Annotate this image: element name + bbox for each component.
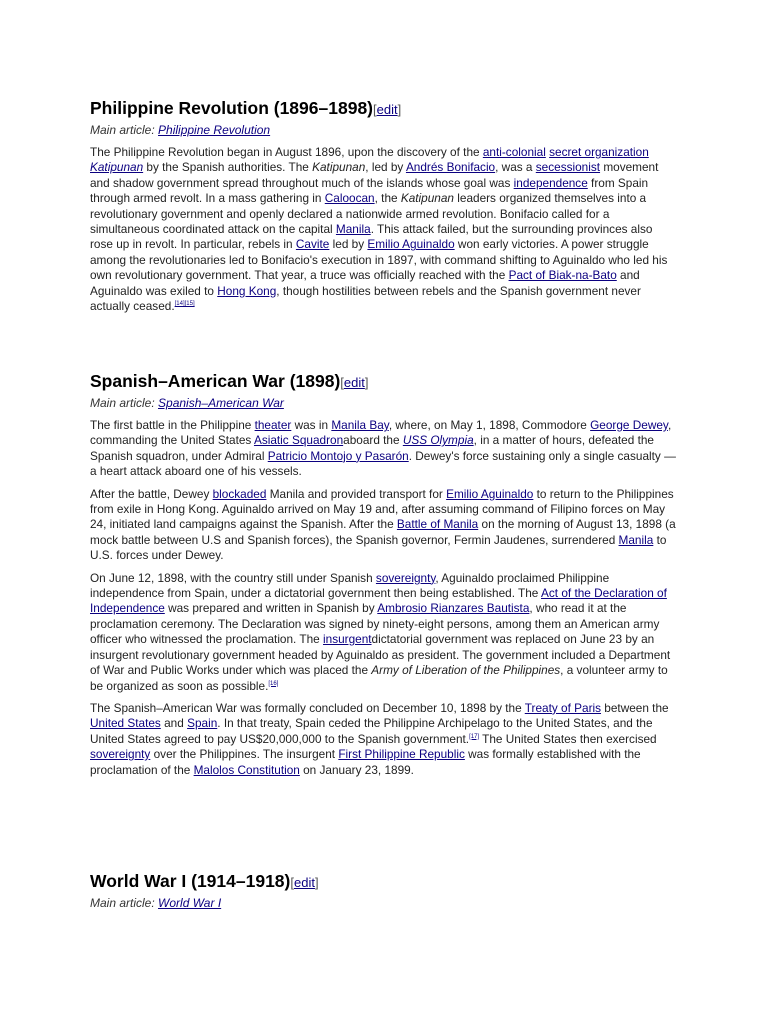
link-emilio-aguinaldo[interactable]: Emilio Aguinaldo (367, 237, 455, 252)
paragraph (90, 571, 678, 694)
hatnote-prefix: Main article: (90, 396, 159, 410)
link-independence[interactable]: independence (513, 175, 588, 190)
text: , led by (365, 160, 406, 175)
section-heading (90, 97, 678, 121)
text: The first battle in the Philippine (90, 418, 255, 432)
text: , a volunteer army to be organized as soon as possible. (90, 663, 668, 693)
text: won early victories. A power struggle among the revolutionaries led to Bonifacio's execution in 1897, with command shifting to Aguinaldo who led his own revolutionary government. That year, a truce was officially reached with the (90, 237, 668, 283)
text-katipunan: Katipunan (400, 191, 454, 206)
main-article-link[interactable]: Spanish–American War (158, 396, 284, 410)
text: On June 12, 1898, with the country still under Spanish (90, 570, 376, 585)
bracket-close: ] (364, 375, 369, 390)
edit-link[interactable]: edit (376, 102, 398, 117)
reference-superscript (469, 734, 479, 740)
section-heading (90, 370, 678, 394)
text: The Spanish–American War was formally concluded on December 10, 1898 by the (90, 700, 525, 715)
text: aboard the (343, 433, 403, 448)
link-theater[interactable]: theater (254, 418, 292, 432)
link-george-dewey[interactable]: George Dewey (590, 418, 668, 432)
link-first-philippine-republic[interactable]: First Philippine Republic (338, 747, 465, 762)
text-katipunan: Katipunan (312, 160, 366, 175)
edit-section (373, 102, 401, 117)
link-cavite[interactable]: Cavite (295, 237, 330, 252)
link-uss-olympia[interactable]: USS Olympia (402, 433, 474, 448)
main-article-hatnote (90, 895, 678, 911)
text: was formally established with the proclamation of the (90, 747, 641, 777)
section-spanish-american-war (90, 370, 678, 778)
bracket-open: [ (340, 375, 344, 390)
link-secret-organization[interactable]: secret organization (549, 145, 649, 159)
link-treaty-of-paris[interactable]: Treaty of Paris (524, 700, 602, 715)
bracket-open: [ (373, 102, 377, 117)
section-heading (90, 870, 678, 894)
link-secessionist[interactable]: secessionist (535, 160, 601, 175)
reference-link[interactable]: [17] (469, 733, 480, 740)
heading-title: World War I (1914–1918) (90, 871, 291, 891)
paragraph (90, 701, 678, 778)
paragraph (90, 487, 678, 564)
text: led by (329, 237, 368, 252)
text: , in a matter of hours, defeated the Spanish squadron, under Admiral (90, 433, 654, 463)
text: , Aguinaldo proclaimed Philippine independence from Spain, under a dictatorial government then being established. The (90, 570, 610, 601)
hatnote-prefix: Main article: (90, 123, 159, 137)
text: to U.S. forces under Dewey. (90, 532, 667, 563)
link-emilio-aguinaldo[interactable]: Emilio Aguinaldo (446, 486, 534, 501)
link-united-states[interactable]: United States (90, 716, 161, 731)
text: was in (291, 418, 332, 432)
link-manila[interactable]: Manila (335, 222, 371, 237)
reference-superscript (175, 301, 195, 307)
link-asiatic-squadron[interactable]: Asiatic Squadron (253, 433, 344, 448)
text: and (160, 716, 188, 731)
edit-link[interactable]: edit (294, 875, 315, 890)
text: to return to the Philippines from exile in Hong Kong. Aguinaldo arrived on May 19 and, after assuming command of Filipino forces on May 24, initiated land campaigns against the Spanish. After the (90, 486, 674, 532)
link-hong-kong[interactable]: Hong Kong (217, 283, 277, 298)
text: and Aguinaldo was exiled to (90, 268, 640, 298)
text: . This attack failed, but the surrounding provinces also rose up in revolt. In particular, rebels in (90, 222, 653, 252)
link-patricio-montojo[interactable]: Patricio Montojo y Pasarón (267, 448, 409, 463)
text: . Dewey's force sustaining only a single casualty — a heart attack aboard one of his vessels. (90, 448, 676, 479)
paragraph (90, 145, 678, 314)
section-world-war-i (90, 870, 678, 911)
link-sovereignty[interactable]: sovereignty (90, 747, 151, 762)
link-insurgent[interactable]: insurgent (323, 632, 372, 647)
link-caloocan[interactable]: Caloocan (324, 191, 375, 206)
bracket-close: ] (397, 102, 402, 117)
text: on January 23, 1899. (299, 762, 414, 777)
text: , where, on May 1, 1898, Commodore (388, 418, 591, 432)
text: After the battle, Dewey (90, 486, 213, 501)
reference-link[interactable]: [14][15] (174, 301, 195, 308)
text: dictatorial government was replaced on June 23 by an insurgent revolutionary government headed by Aguinaldo as president. The government included a Department of War and Public Works under which was placed the (90, 632, 671, 678)
text: on the morning of August 13, 1898 (a mock battle between U.S and Spanish forces), the Spanish governor, Fermin Jaudenes, surrendered (90, 517, 676, 547)
main-article-link[interactable]: World War I (158, 896, 222, 910)
bracket-close: ] (314, 875, 319, 890)
link-manila[interactable]: Manila (618, 532, 654, 547)
text: movement and shadow government spread throughout much of the islands whose goal was (90, 160, 659, 190)
text-army-of-liberation: Army of Liberation of the Philippines (371, 663, 561, 678)
link-spain[interactable]: Spain (187, 716, 218, 731)
text: , the (374, 191, 401, 206)
main-article-hatnote (90, 395, 678, 411)
text: , commanding the United States (90, 418, 672, 448)
text: , though hostilities between rebels and the Spanish government never actually ceased. (90, 283, 641, 314)
link-sovereignty[interactable]: sovereignty (375, 570, 436, 585)
main-article-hatnote (90, 122, 678, 138)
text: The United States then exercised (479, 731, 657, 746)
edit-section (290, 875, 318, 890)
section-philippine-revolution (90, 97, 678, 314)
heading-title: Philippine Revolution (1896–1898) (90, 98, 373, 118)
text: leaders organized themselves into a revolutionary government and openly declared a nationwide armed revolution. Bonifacio called for a simultaneous coordinated attack on the capital (90, 191, 647, 237)
bracket-open: [ (290, 875, 294, 890)
link-battle-of-manila[interactable]: Battle of Manila (396, 517, 479, 532)
link-blockaded[interactable]: blockaded (212, 486, 267, 501)
text: over the Philippines. The insurgent (150, 747, 339, 762)
link-katipunan[interactable]: Katipunan (90, 160, 144, 175)
text: , who read it at the proclamation ceremony. The Declaration was signed by ninety-eight persons, among them an American army officer who witnessed the proclamation. The (90, 601, 660, 647)
link-ambrosio-bautista[interactable]: Ambrosio Rianzares Bautista (377, 601, 530, 616)
edit-link[interactable]: edit (343, 375, 365, 390)
edit-section (340, 375, 368, 390)
link-manila-bay[interactable]: Manila Bay (331, 418, 389, 432)
text: . In that treaty, Spain ceded the Philippine Archipelago to the United States, and the United States agreed to pay US$20,000,000 to the Spanish government. (90, 716, 653, 746)
link-pact-of-biak-na-bato[interactable]: Pact of Biak-na-Bato (508, 268, 617, 283)
heading-title: Spanish–American War (1898) (90, 371, 341, 391)
hatnote-prefix: Main article: (90, 896, 159, 910)
paragraph (90, 418, 678, 480)
text: was prepared and written in Spanish by (164, 601, 378, 616)
link-act-of-declaration[interactable]: Act of the Declaration of Independence (90, 586, 667, 616)
reference-superscript (268, 681, 278, 687)
text: between the (601, 700, 669, 715)
text: from Spain through armed revolt. In a mass gathering in (90, 175, 649, 206)
text: , was a (495, 160, 536, 175)
link-malolos-constitution[interactable]: Malolos Constitution (193, 762, 300, 777)
reference-link[interactable]: [16] (268, 680, 279, 687)
main-article-link[interactable]: Philippine Revolution (158, 123, 271, 137)
text: The Philippine Revolution began in August 1896, upon the discovery of the (90, 145, 483, 159)
link-anti-colonial[interactable]: anti-colonial (482, 145, 546, 159)
link-andres-bonifacio[interactable]: Andrés Bonifacio (405, 160, 496, 175)
text: Manila and provided transport for (266, 486, 447, 501)
text: by the Spanish authorities. The (143, 160, 313, 175)
